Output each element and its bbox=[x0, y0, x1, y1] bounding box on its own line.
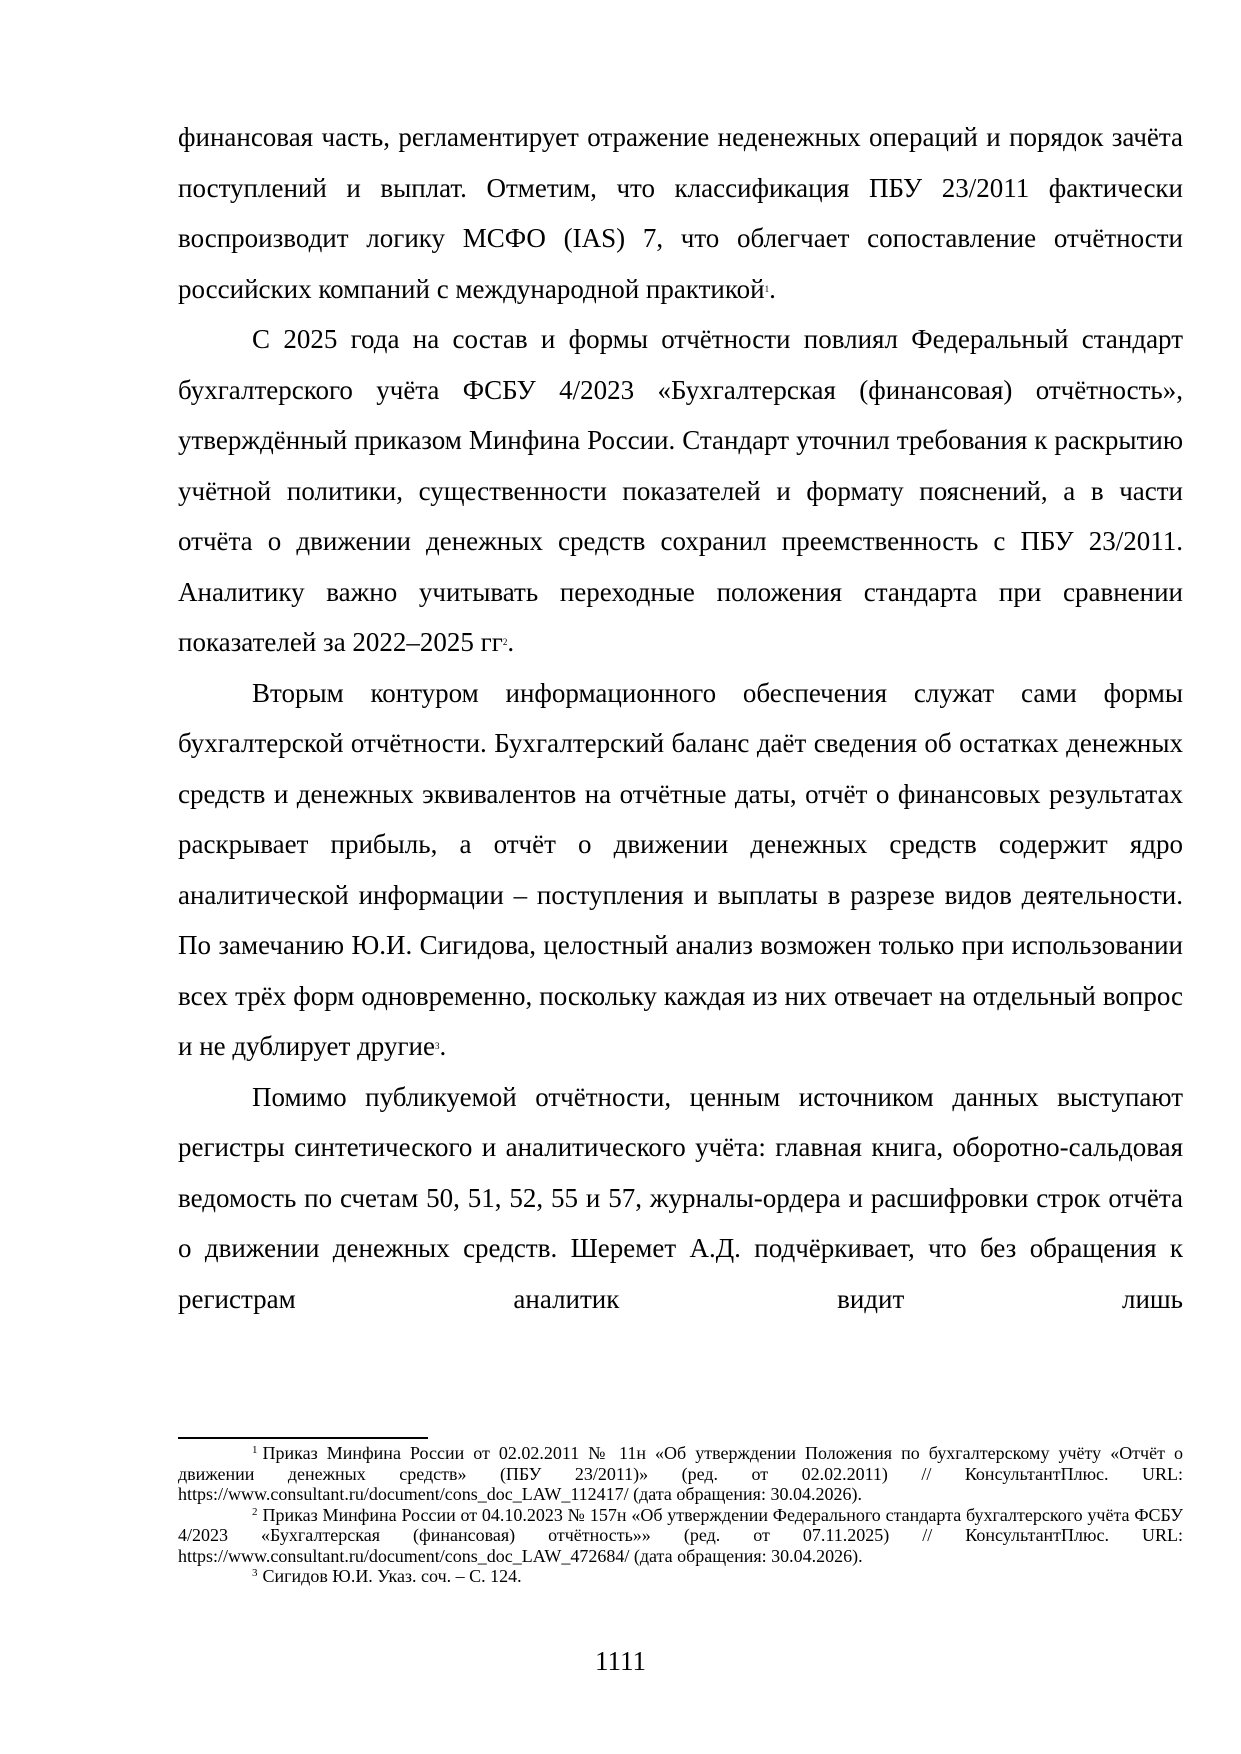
paragraph-end: . bbox=[439, 1031, 447, 1061]
footnote-text: Сигидов Ю.И. Указ. соч. – С. 124. bbox=[262, 1566, 522, 1586]
footnote-1 bbox=[178, 1443, 1183, 1505]
footnote-2 bbox=[178, 1505, 1183, 1567]
footnote-text: Приказ Минфина России от 04.10.2023 № 157н «Об утверждении Федерального стандарта бухгалтерского учёта ФСБУ 4/2023 «Бухгалтерская (финансовая) отчётность»» (ред. от 07.11.2025) // КонсультантПлюс. URL: https://www.consultant.ru/document/cons_doc_LAW_472684/ (дата обращения: 30.04.2026). bbox=[178, 1504, 1183, 1566]
paragraph-2 bbox=[178, 314, 1183, 668]
footnote-3 bbox=[178, 1566, 1183, 1587]
paragraph-end: . bbox=[769, 273, 776, 304]
footnote-reference[interactable]: 3 bbox=[434, 1041, 440, 1051]
footnote-separator bbox=[178, 1437, 428, 1439]
footnote-reference[interactable]: 2 bbox=[502, 637, 508, 647]
paragraph-text: С 2025 года на состав и формы отчётности повлиял Федеральный стандарт бухгалтерского учёта ФСБУ 4/2023 «Бухгалтерская (финансовая) отчётность», утверждённый приказом Минфина России. Стандарт уточнил требования к раскрытию учётной политики, существенности показателей и формату пояснений, а в части отчёта о движении денежных средств сохранил преемственность с ПБУ 23/2011. Аналитику важно учитывать переходные положения стандарта при сравнении показателей за 2022–2025 гг bbox=[178, 324, 1183, 657]
footnote-text: Приказ Минфина России от 02.02.2011 № 11н «Об утверждении Положения по бухгалтерскому учёту «Отчёт о движении денежных средств» (ПБУ 23/2011)» (ред. от 02.02.2011) // КонсультантПлюс. URL: https://www.consultant.ru/document/cons_doc_LAW_112417/ (дата обращения: 30.04.2026). bbox=[178, 1443, 1183, 1504]
footnote-reference[interactable]: 1 bbox=[764, 283, 770, 294]
paragraph-text: финансовая часть, регламентирует отражение неденежных операций и порядок зачёта поступлений и выплат. Отметим, что классификация ПБУ 23/2011 фактически воспроизводит логику МСФО (IAS) 7, что облегчает сопоставление отчётности российских компаний с международной практикой bbox=[178, 122, 1183, 304]
footnotes bbox=[178, 1443, 1183, 1587]
paragraph-4 bbox=[178, 1072, 1183, 1325]
paragraph-3 bbox=[178, 668, 1183, 1072]
body-text bbox=[178, 112, 1183, 1324]
page-number: 1111 bbox=[595, 1646, 646, 1676]
footnote-number: 1 bbox=[252, 1444, 258, 1456]
footnote-number: 2 bbox=[252, 1505, 258, 1518]
paragraph-text: Вторым контуром информационного обеспечения служат сами формы бухгалтерской отчётности. Бухгалтерский баланс даёт сведения об остатках денежных средств и денежных эквивалентов на отчётные даты, отчёт о финансовых результатах раскрывает прибыль, а отчёт о движении денежных средств содержит ядро аналитической информации – поступления и выплаты в разрезе видов деятельности. По замечанию Ю.И. Сигидова, целостный анализ возможен только при использовании всех трёх форм одновременно, поскольку каждая из них отвечает на отдельный вопрос и не дублирует другие bbox=[178, 677, 1183, 1061]
paragraph-1 bbox=[178, 112, 1183, 314]
footnote-number: 3 bbox=[252, 1567, 258, 1579]
paragraph-end: . bbox=[507, 627, 515, 657]
paragraph-text: Помимо публикуемой отчётности, ценным источником данных выступают регистры синтетического и аналитического учёта: главная книга, оборотно-сальдовая ведомость по счетам 50, 51, 52, 55 и 57, журналы-ордера и расшифровки строк отчёта о движении денежных средств. Шеремет А.Д. подчёркивает, что без обращения к регистрам аналитик видит лишь bbox=[178, 1081, 1183, 1314]
